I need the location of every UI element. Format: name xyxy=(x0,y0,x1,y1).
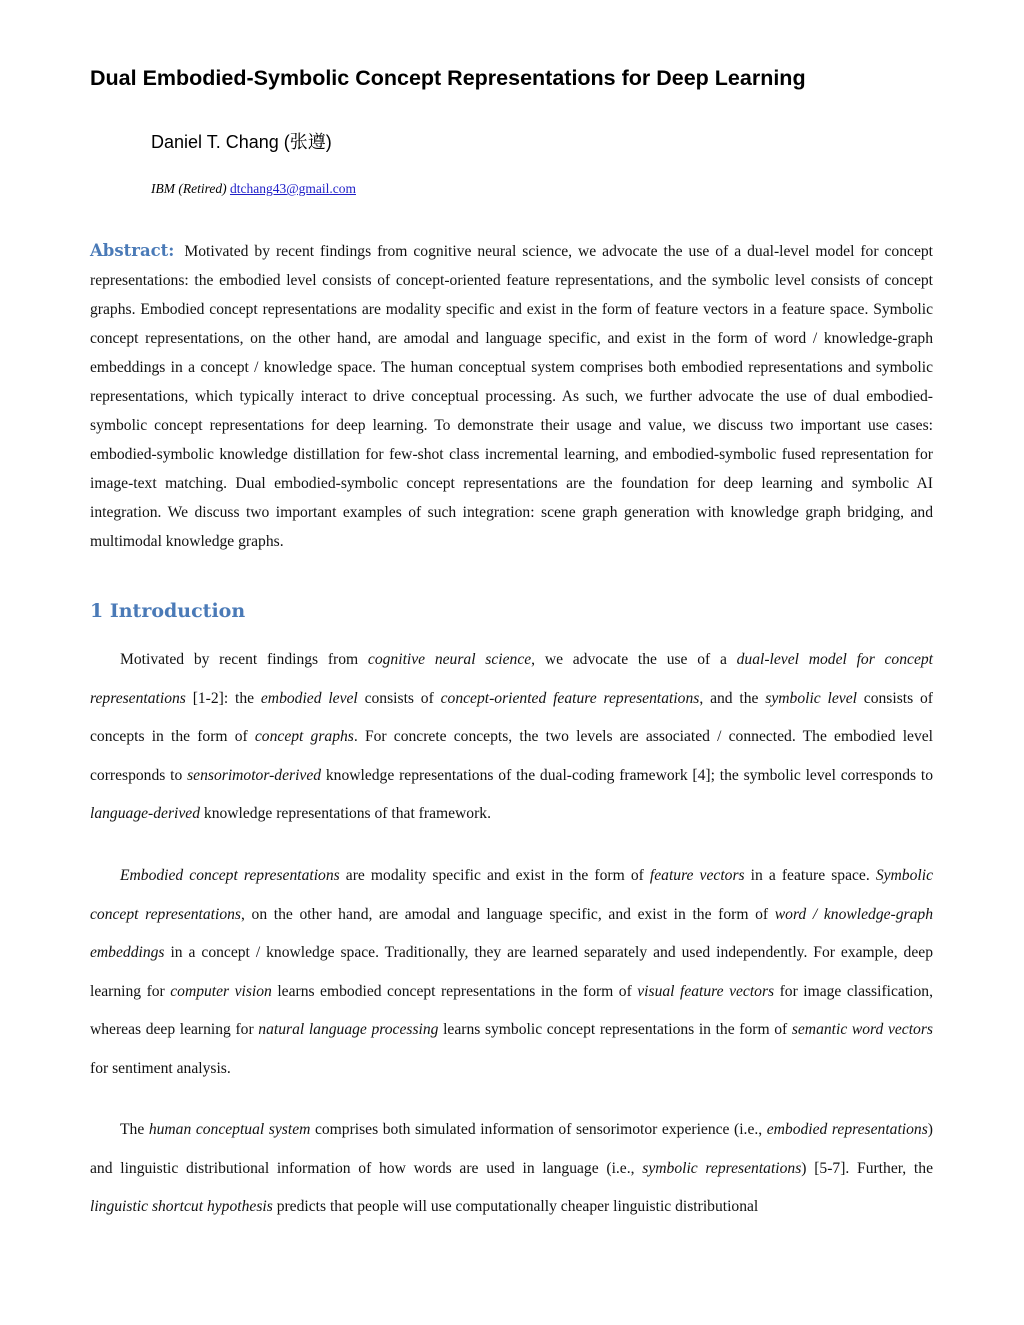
text-run: , on the other hand, are amodal and language specific, and exist in the form of xyxy=(241,905,775,923)
affiliation-line xyxy=(151,181,356,197)
italic-term: embodied representations xyxy=(766,1121,928,1138)
abstract xyxy=(90,236,933,556)
author-name: Daniel T. Chang (张遵) xyxy=(151,132,332,152)
italic-term: concept graphs xyxy=(254,728,354,745)
italic-term: visual feature vectors xyxy=(637,982,775,1000)
text-run: in a concept / knowledge space. Traditionally, they are learned separately and used independently. For example, deep learning for xyxy=(90,944,933,1000)
italic-term: symbolic representations xyxy=(642,1159,802,1177)
italic-term: word / knowledge-graph embeddings xyxy=(90,905,933,961)
text-run: consists of xyxy=(357,689,441,707)
italic-term: semantic word vectors xyxy=(791,1021,933,1038)
text-run: learns symbolic concept representations in the form of xyxy=(438,1021,792,1038)
text-run: Motivated by recent findings from xyxy=(120,651,368,668)
italic-term: sensorimotor-derived xyxy=(187,766,322,784)
italic-term: Embodied concept representations xyxy=(120,867,340,884)
text-run: The xyxy=(120,1121,149,1138)
text-run: for sentiment analysis. xyxy=(90,1059,231,1077)
text-run: [1-2]: the xyxy=(185,689,261,707)
text-run: for image classification, whereas deep learning for xyxy=(90,982,933,1038)
italic-term: feature vectors xyxy=(649,867,745,884)
intro-paragraph-2 xyxy=(90,857,933,1088)
text-run: , and the xyxy=(699,689,766,707)
text-run: consists of concepts in the form of xyxy=(90,689,933,745)
text-run: predicts that people will use computationally cheaper linguistic distributional xyxy=(272,1198,759,1215)
abstract-label: Abstract: xyxy=(90,241,175,260)
italic-term: language-derived xyxy=(90,805,200,822)
text-run: ) and linguistic distributional information of how words are used in language (i.e., xyxy=(90,1121,933,1177)
italic-term: linguistic shortcut hypothesis xyxy=(90,1198,273,1215)
italic-term: Symbolic concept representations xyxy=(90,867,933,923)
italic-term: natural language processing xyxy=(258,1021,439,1038)
text-run: in a feature space. xyxy=(744,867,876,884)
intro-paragraph-3 xyxy=(90,1111,933,1227)
text-run: knowledge representations of the dual-coding framework [4]; the symbolic level corresponds to xyxy=(321,766,933,784)
text-run: comprises both simulated information of sensorimotor experience (i.e., xyxy=(310,1121,767,1138)
text-run: , we advocate the use of a xyxy=(531,651,737,668)
italic-term: embodied level xyxy=(260,689,358,707)
author-email-link[interactable]: dtchang43@gmail.com xyxy=(229,181,356,196)
text-run: are modality specific and exist in the form of xyxy=(339,867,650,884)
text-run: knowledge representations of that framework. xyxy=(200,805,491,822)
text-run: . For concrete concepts, the two levels are associated / connected. The embodied level corresponds to xyxy=(90,728,934,784)
intro-paragraph-1 xyxy=(90,641,933,834)
italic-term: human conceptual system xyxy=(148,1121,311,1138)
italic-term: symbolic level xyxy=(765,689,857,707)
italic-term: dual-level model for concept representations xyxy=(90,651,933,707)
text-run: learns embodied concept representations in the form of xyxy=(271,982,638,1000)
affiliation: IBM (Retired) xyxy=(151,181,227,196)
italic-term: concept-oriented feature representations xyxy=(440,689,700,707)
italic-term: cognitive neural science xyxy=(367,651,532,668)
abstract-text: Motivated by recent findings from cognitive neural science, we advocate the use of a dual-level model for concept representations: the embodied level consists of concept-oriented feature representations, and the symbolic level consists of concept graphs. Embodied concept representations are modality specific and exist in the form of feature vectors in a feature space. Symbolic concept representations, on the other hand, are amodal and language specific, and exist in the form of word / knowledge-graph embeddings in a concept / knowledge space. The human conceptual system comprises both embodied representations and symbolic representations, which typically interact to drive conceptual processing. As such, we further advocate the use of dual embodied-symbolic concept representations for deep learning. To demonstrate their usage and value, we discuss two important use cases: embodied-symbolic knowledge distillation for few-shot class incremental learning, and embodied-symbolic fused representation for image-text matching. Dual embodied-symbolic concept representations are the foundation for deep learning and symbolic AI integration. We discuss two important examples of such integration: scene graph generation with knowledge graph bridging, and multimodal knowledge graphs. xyxy=(90,243,933,550)
section-heading-introduction: 1 Introduction xyxy=(90,600,246,622)
text-run: ) [5-7]. Further, the xyxy=(801,1159,933,1177)
italic-term: computer vision xyxy=(170,982,272,1000)
paper-title: Dual Embodied-Symbolic Concept Representations for Deep Learning xyxy=(90,66,806,90)
